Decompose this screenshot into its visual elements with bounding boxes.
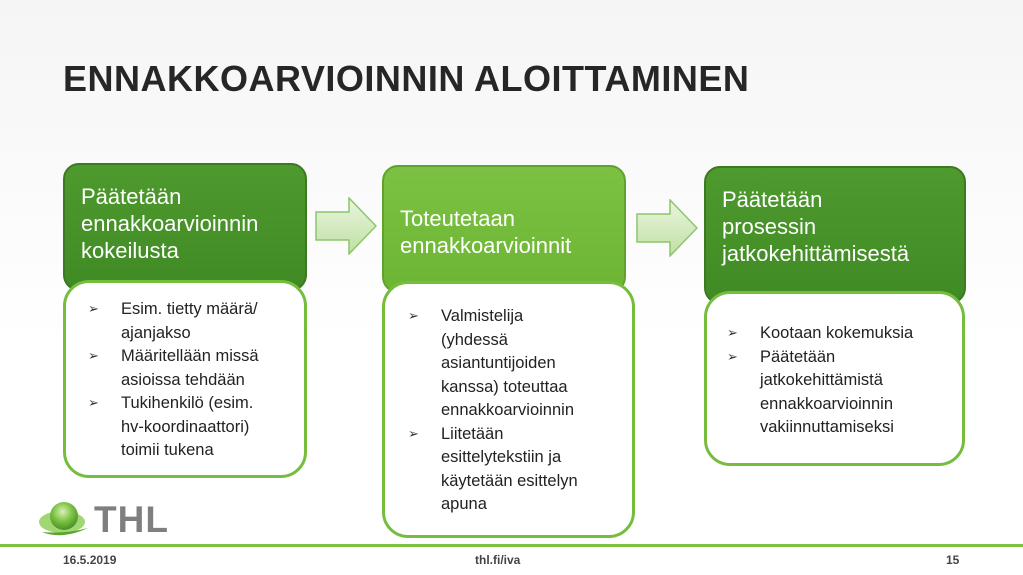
step-2-header-line: ennakkoarvioinnit <box>400 233 572 258</box>
step-2-body <box>382 281 635 538</box>
bullet-line: ajanjakso <box>121 323 191 342</box>
step-1-body <box>63 280 307 478</box>
step-3-header-line: prosessin <box>722 214 817 239</box>
bullet-line: jatkokehittämistä <box>760 371 883 389</box>
bullet-line: ➢ Tukihenkilö (esim. <box>121 394 254 412</box>
step-2-header-line: Toteutetaan <box>400 206 515 231</box>
step-2-bullet-list <box>406 305 624 517</box>
step-1-header <box>63 163 307 291</box>
step-1-bullet <box>86 345 296 392</box>
bullet-line: ➢ Kootaan kokemuksia <box>760 324 914 342</box>
bullet-line: ➢ Liitetään <box>441 424 504 443</box>
bullet-line: ➢ Määritellään missä <box>121 347 259 365</box>
bullet-line: ➢ Päätetään <box>760 347 836 366</box>
step-1-header-line: Päätetään <box>81 184 182 209</box>
bullet-line: toimii tukena <box>121 441 214 459</box>
bullet-line: käytetään esittelyn <box>441 471 578 490</box>
right-arrow-icon <box>315 197 377 255</box>
bullet-line: (yhdessä <box>441 330 508 349</box>
bullet-line: ➢ Esim. tietty määrä/ <box>121 300 258 318</box>
bullet-line: apuna <box>441 495 487 513</box>
slide-title: ENNAKKOARVIOINNIN ALOITTAMINEN <box>63 58 750 99</box>
page-number: 15 <box>946 553 960 567</box>
footer-url[interactable]: thl.fi/iva <box>475 553 521 567</box>
footer-divider <box>0 544 1023 547</box>
footer-date: 16.5.2019 <box>63 553 117 567</box>
step-1-header-line: kokeilusta <box>81 238 179 263</box>
bullet-line: esittelytekstiin ja <box>441 448 562 466</box>
bullet-line: kanssa) toteuttaa <box>441 377 568 396</box>
bullet-line: ➢ Valmistelija <box>441 307 524 325</box>
step-3-header-line: Päätetään <box>722 187 823 212</box>
right-arrow-icon <box>636 199 698 257</box>
bullet-line: hv-koordinaattori) <box>121 417 250 436</box>
bullet-line: asioissa tehdään <box>121 370 245 389</box>
step-2-header <box>382 165 626 293</box>
bullet-line: ennakkoarvioinnin <box>760 394 894 413</box>
step-1-bullet <box>86 392 296 463</box>
step-3-body <box>704 291 965 466</box>
step-3-header <box>704 166 966 304</box>
logo-text: THL <box>94 499 169 540</box>
step-1-header-line: ennakkoarvioinnin <box>81 211 259 236</box>
bullet-line: asiantuntijoiden <box>441 354 556 372</box>
step-3-bullet-list <box>725 322 954 440</box>
step-3-bullet <box>725 346 954 440</box>
step-2-bullet <box>406 305 624 423</box>
step-1-bullet-list <box>86 298 296 463</box>
step-3-bullet <box>725 322 954 346</box>
bullet-line: vakiinnuttamiseksi <box>760 418 894 436</box>
bullet-line: ennakkoarvioinnin <box>441 401 575 419</box>
step-2-bullet <box>406 423 624 517</box>
step-1-bullet <box>86 298 296 345</box>
step-3-header-line: jatkokehittämisestä <box>722 241 910 266</box>
